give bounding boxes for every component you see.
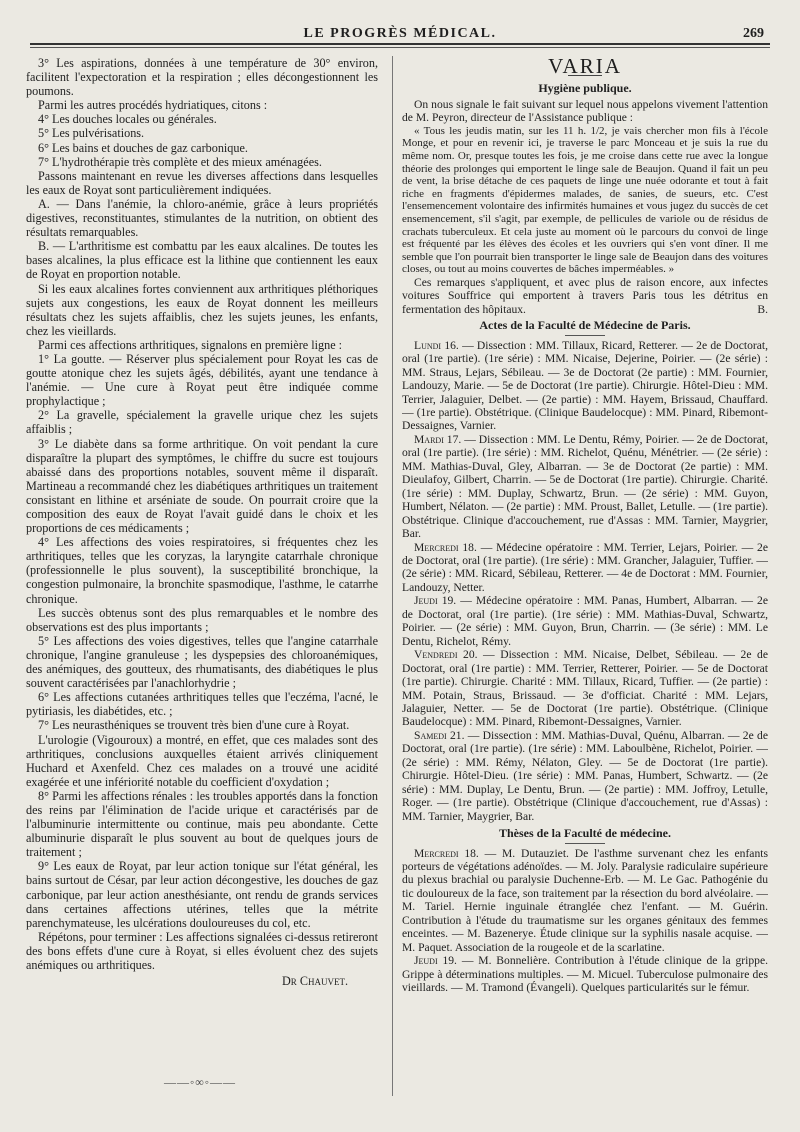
entry-text: — Dissection : MM. Le Dentu, Rémy, Poirier. — 2e de Doctorat, oral (1re partie). (1re série) : MM. Richelot, Quénu, Ménétrier. — (2e série) : MM. Mathias-Duval, Gley, Albarran. — 3e de Doctorat (2e partie) : MM. Dieulafoy, Gilbert, Charrin. — 5e de Doctorat (1re partie). Chirurgie. Charité. (1re série) : MM. Duplay, Schwartz, Brun. — (2e série) : MM. Guyon, Humbert, Nélaton. — (2e partie) : MM. Proust, Ballet, Letulle. — (1re partie). Obstétrique. Clinique d'accouchement, rue d'Assas : MM. Tarnier, Maygrier, Bar.	[402, 432, 768, 541]
left-column	[26, 56, 378, 1120]
theses-list	[402, 847, 768, 995]
left-paragraph: A. — Dans l'anémie, la chloro-anémie, grâce à leurs propriétés digestives, reconstituantes, stimulantes de la nutrition, on obtient des résultats remarquables.	[26, 196, 378, 240]
left-paragraph: 7° L'hydrothérapie très complète et des mieux aménagées.	[38, 154, 322, 169]
schedule-entry	[402, 954, 768, 994]
hygiene-quote: « Tous les jeudis matin, sur les 11 h. 1/2, je vais chercher mon fils à l'école Monge, et pour en revenir ici, je traverse le parc Monceau et je suis la rue du même nom. Or, presque toutes les fois, je me croise dans cette rue avec la longue théorie des prolonges qui emportent le linge sale de Beaujon. Quand il fait un peu de vent, la brise détache de ces paquets de linge une nuée odorante et tout à fait riche en fragments d'épidermes malades, de sanies, de sueurs, etc. C'est l'ensemencement volontaire des infirmités humaines et vous jugez du succès de cet ensemencement, s'il s'agit, par exemple, de pellicules de variole ou de résidus de crachats tuberculeux. Et cela juste au moment où le parcours du convoi de linge est fréquenté par les élèves des écoles et les ouvriers qui s'en vont dîner. Il me semble que l'on pourrait bien transporter le linge sale de Beaujon dans des voitures closes, ou tout au moins couvertes de bâches imperméables. »	[402, 124, 768, 276]
author-signature: Dr Chauvet.	[281, 974, 348, 989]
theses-heading: Thèses de la Faculté de médecine.	[499, 826, 671, 841]
left-paragraph: 4° Les douches locales ou générales.	[38, 112, 217, 127]
left-paragraph: Passons maintenant en revue les diverses affections dans lesquelles les eaux de Royat sont particulièrement indiquées.	[26, 168, 378, 197]
entry-day: Vendredi 20.	[414, 648, 478, 662]
entry-day: Lundi 16.	[414, 338, 459, 352]
varia-title: VARIA	[548, 56, 622, 78]
entry-text: — M. Bonnelière. Contribution à l'étude clinique de la grippe. Grippe à déterminations multiples. — M. Micuel. Tuberculose pulmonaire des vieillards. — M. Tramond (Évangeli). Quelques particularités sur le fémur.	[402, 954, 768, 995]
left-paragraph: Parmi les autres procédés hydriatiques, citons :	[38, 98, 268, 113]
schedule-entry	[402, 648, 768, 729]
entry-text: — Dissection : MM. Mathias-Duval, Quénu, Albarran. — 2e de Doctorat, oral (1re partie). (1re série) : MM. Laboulbène, Richelot, Poirier. — (2e série) : MM. Rémy, Nélaton, Gley. — 5e de Doctorat (1re partie). Chirurgie. Hôtel-Dieu. (1re série) : MM. Panas, Humbert, Schwartz. — (2e série) : MM. Duplay, Le Dentu, Brun. — (2e partie) : MM. Joffroy, Letulle, Roger. — (1re partie). Obstétrique (Clinique d'accouchement, rue d'Assas) : MM. Tarnier, Maygrier, Bar.	[402, 728, 768, 823]
column-divider	[392, 56, 393, 1096]
theses-rule	[565, 843, 605, 844]
entry-day: Samedi 21.	[414, 728, 465, 742]
hygiene-conclusion-sign: B.	[757, 302, 768, 316]
left-paragraph: 5° Les affections des voies digestives, telles que l'angine catarrhale chronique, l'angine granuleuse ; les dyspepsies des chloroanémiques, des anémiques, des goutteux, des rhumatisants, des diabétiques le plus souvent caractérisées par l'anachlorhydrie ;	[26, 633, 378, 691]
schedule-entry	[402, 339, 768, 433]
entry-text: — Dissection : MM. Tillaux, Ricard, Retterer. — 2e de Doctorat, oral (1re partie). (1re série) : MM. Nicaise, Dejerine, Poirier. — (2e série) : MM. Straus, Lejars, Sébileau. — 3e de Doctorat (2e partie) : MM. Fournier, Landouzy, Marie. — 5e de Doctorat (1re partie). Chirurgie. Hôtel-Dieu : MM. Terrier, Jalaguier, Delbet. — (2e partie) : MM. Hayem, Brissaud, Chauffard. — (1re partie). Obstétrique. (Clinique Baudelocque) : MM. Pinard, Ribemont-Dessaignes, Varnier.	[402, 338, 768, 433]
left-paragraph: 1° La goutte. — Réserver plus spécialement pour Royat les cas de goutte atonique chez les sujets âgés, débilités, ayant une tendance à l'anémie. — Une cure à Royat peut être indiquée comme prophylactique ;	[26, 351, 378, 409]
left-paragraph: 2° La gravelle, spécialement la gravelle urique chez les sujets affaiblis ;	[26, 408, 378, 437]
schedule-entry	[402, 594, 768, 648]
schedule-entry	[402, 847, 768, 955]
left-paragraph: 4° Les affections des voies respiratoires, si fréquentes chez les arthritiques, telles que les coryzas, la laryngite catarrhale chronique (professionnelle le plus souvent), la susceptibilité bronchique, la congestion pulmonaire, la bronchite spasmodique, l'asthme, le catarrhe chronique.	[26, 535, 378, 606]
left-paragraph: 3° Le diabète dans sa forme arthritique. On voit pendant la cure disparaître la plupart des symptômes, le chiffre du sucre est toujours abaissé dans des proportions notables, souvent même il disparaît. Martineau a recommandé chez les diabétiques arthritiques un traitement consistant en lithine et arséniate de soude. On pourrait croire que la composition des eaux de Royat l'avait guidé dans le choix et les proportions de ces médicaments ;	[26, 436, 378, 536]
left-paragraph: 6° Les affections cutanées arthritiques telles que l'eczéma, l'acné, le pytiriasis, les diabétides, etc. ;	[26, 690, 378, 719]
left-paragraph: 8° Parmi les affections rénales : les troubles apportés dans la fonction des reins par l'élimination de l'acide urique et caractérisés par de l'albuminurie intermittente ou continue, mais peu abondante. Cette albuminurie disparaît le plus souvent au bout de quelques jours de traitement ;	[26, 788, 378, 860]
left-paragraph: 3° Les aspirations, données à une température de 30° environ, facilitent l'expectoration et la respiration ; elles décongestionnent les poumons.	[26, 56, 378, 99]
left-paragraph: 5° Les pulvérisations.	[38, 126, 145, 141]
left-paragraph: 7° Les neurasthéniques se trouvent très bien d'une cure à Royat.	[38, 718, 350, 733]
entry-text: — Médecine opératoire : MM. Panas, Humbert, Albarran. — 2e de Doctorat, oral (1re partie). (1re série) : MM. Mathias-Duval, Schwartz, Poirier. — (2e série) : MM. Guyon, Brun, Charrin. — (3e série) : MM. Le Dentu, Richelot, Rémy.	[402, 594, 768, 648]
actes-list	[402, 339, 768, 823]
left-paragraph: B. — L'arthritisme est combattu par les eaux alcalines. De toutes les bases alcalines, la plus efficace est la lithine que contiennent les eaux de Royat en proportion notable.	[26, 239, 378, 282]
left-paragraph: Si les eaux alcalines fortes conviennent aux arthritiques pléthoriques sujets aux congestions, les eaux de Royat donnent les meilleurs résultats chez les sujets affaiblis, chez les sujets jeunes, les enfants, chez les vieillards.	[26, 281, 378, 338]
left-paragraph: 9° Les eaux de Royat, par leur action tonique sur l'état général, les bains surtout de César, par leur action décongestive, les douches de gaz carbonique, par leur action anesthésiante, ont rendu de grands services dans certaines affections utérines, telles que la métrite parenchymateuse, les ulcérations douloureuses du col, etc.	[26, 859, 378, 930]
left-paragraph: Répétons, pour terminer : Les affections signalées ci-dessus retireront des bons effets d'une cure à Royat, si elles évoluent chez des sujets anémiques ou arthritiques.	[26, 929, 378, 972]
running-title: LE PROGRÈS MÉDICAL.	[303, 26, 497, 41]
entry-day: Jeudi 19.	[414, 954, 457, 968]
schedule-entry	[402, 541, 768, 595]
entry-day: Mardi 17.	[414, 432, 462, 446]
entry-text: — M. Dutauziet. De l'asthme survenant chez les enfants porteurs de végétations adénoïdes. — M. Joly. Paralysie radiculaire supérieure du plexus brachial ou paralysie Duchenne-Erb. — M. Le Gac. Pathogénie du tic douloureux de la face, son traitement par la résection du bord alvéolaire. — M. Tariel. Hernie inguinale étranglée chez l'enfant. — M. Guérin. Contribution à l'étude du traumatisme sur les organes génitaux des femmes enceintes. — M. Bazenerye. Étude clinique sur la syphilis nasale acquise. — M. Paquet. Association de la rougeole et de la scarlatine.	[402, 846, 768, 954]
actes-heading: Actes de la Faculté de Médecine de Paris.	[479, 318, 691, 333]
entry-text: — Dissection : MM. Nicaise, Delbet, Sébileau. — 2e de Doctorat, oral (1re partie) : MM. Terrier, Retterer, Poirier. — 5e de Doctorat (1re partie). Chirurgie. Charité : MM. Tillaux, Ricard, Tuffier. — (2e partie) : MM. Potain, Straus, Brissaud. — 3e d'officiat. Charité : MM. Lejars, Jalaguier, Netter. — 5e de Doctorat (1re partie). Obstétrique. (Clinique Baudelocque) : MM. Pinard, Ribemont-Dessaignes, Varnier.	[402, 648, 768, 729]
left-paragraph: 6° Les bains et douches de gaz carbonique.	[38, 140, 248, 155]
entry-day: Mercredi 18.	[414, 540, 477, 554]
header-rule-thin	[30, 47, 770, 48]
entry-day: Mercredi 18.	[414, 846, 479, 860]
schedule-entry	[402, 433, 768, 541]
left-paragraph: Parmi ces affections arthritiques, signalons en première ligne :	[38, 337, 343, 352]
hygiene-conclusion-text: Ces remarques s'appliquent, et avec plus de raison encore, aux infectes voitures Souffrice qui emportent à travers Paris tous les détritus en fermentation des hôpitaux.	[402, 275, 768, 316]
schedule-entry	[402, 729, 768, 823]
header-rule	[30, 43, 770, 45]
page-number: 269	[743, 26, 764, 41]
left-paragraph: L'urologie (Vigouroux) a montré, en effet, que ces malades sont des arthritiques, conclusions auxquelles étaient arrivés cliniquement Huchard et Axenfeld. Chez ces malades on a trouvé une acidité exagérée et une infériorité notable du coefficient d'oxydation ;	[26, 732, 378, 789]
actes-rule	[565, 335, 605, 336]
left-paragraph: Les succès obtenus sont des plus remarquables et le nombre des observations est des plus importants ;	[26, 605, 378, 634]
entry-day: Jeudi 19.	[414, 594, 457, 608]
left-column-text	[26, 56, 378, 972]
hygiene-intro: On nous signale le fait suivant sur lequel nous appelons vivement l'attention de M. Peyron, directeur de l'Assistance publique :	[402, 97, 768, 125]
entry-text: — Médecine opératoire : MM. Terrier, Lejars, Poirier. — 2e de Doctorat, oral (1re partie). (1re série) : MM. Grancher, Jalaguier, Tuffier. — (2e série) : MM. Ricard, Sébileau, Retterer. — 4e de Doctorat : MM. Fournier, Landouzy, Netter.	[402, 540, 768, 594]
right-column	[402, 56, 768, 1120]
end-fleuron: ——◦∞◦——	[163, 1075, 237, 1089]
hygiene-heading: Hygiène publique.	[538, 81, 632, 96]
hygiene-conclusion	[402, 276, 768, 316]
